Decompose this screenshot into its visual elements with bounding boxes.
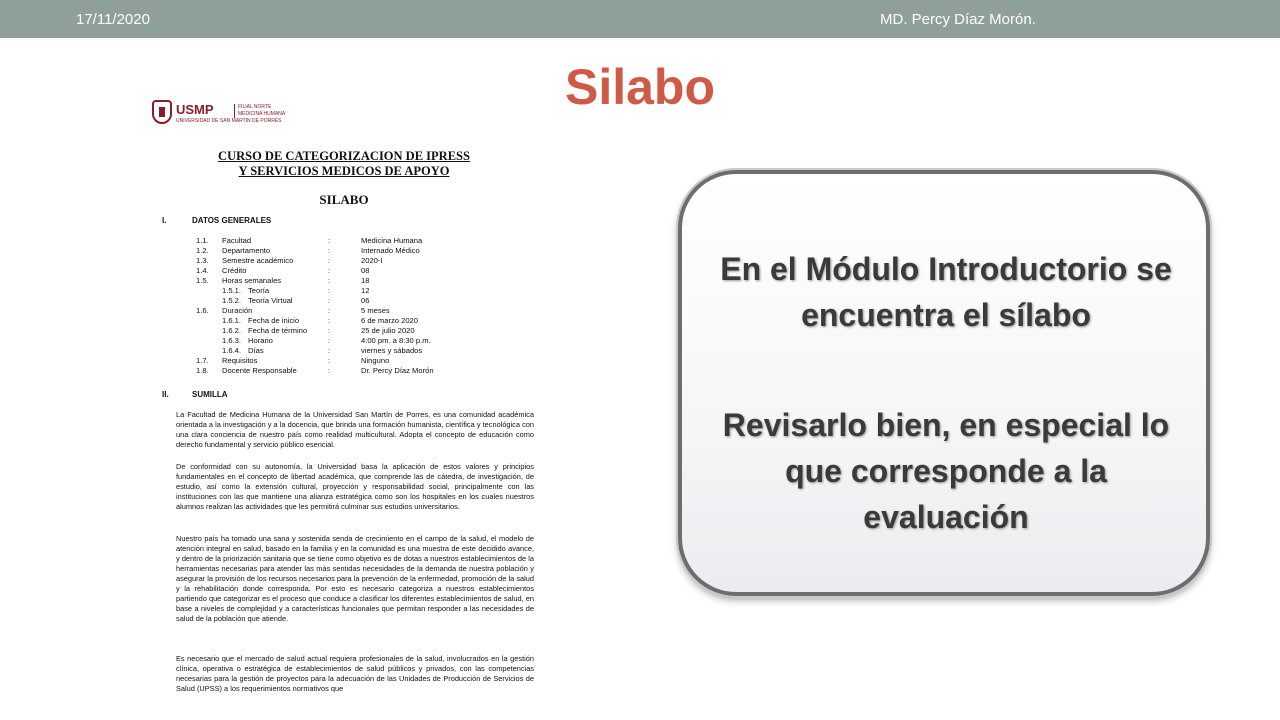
general-data-row bbox=[196, 356, 496, 366]
field-value: Internado Médico bbox=[361, 246, 420, 255]
field-value: 4:00 pm. a 8:30 p.m. bbox=[361, 336, 431, 345]
general-data-row bbox=[196, 246, 496, 256]
field-label: Fecha de término bbox=[248, 326, 308, 335]
syllabus-document-image bbox=[148, 96, 540, 720]
field-label: Departamento bbox=[222, 246, 271, 255]
field-key: 1.6. bbox=[196, 306, 209, 315]
field-colon: : bbox=[328, 356, 331, 365]
field-value: 08 bbox=[361, 266, 370, 275]
callout-box bbox=[678, 170, 1210, 596]
section-title: DATOS GENERALES bbox=[192, 216, 272, 225]
section-title: SUMILLA bbox=[192, 390, 228, 399]
general-data-row bbox=[196, 336, 496, 346]
logo-name: USMP bbox=[176, 102, 214, 117]
field-value: 18 bbox=[361, 276, 370, 285]
field-key: 1.1. bbox=[196, 236, 209, 245]
field-label: Duración bbox=[222, 306, 253, 315]
field-value: 25 de julio 2020 bbox=[361, 326, 415, 335]
callout-text-secondary: Revisarlo bien, en especial lo que corresponde a la evaluación bbox=[722, 407, 1170, 535]
field-key: 1.6.2. bbox=[222, 326, 241, 335]
general-data-row bbox=[196, 346, 496, 356]
field-key: 1.2. bbox=[196, 246, 209, 255]
field-colon: : bbox=[328, 346, 331, 355]
general-data-row bbox=[196, 286, 496, 296]
logo-faculty-line1: FILIAL NORTE bbox=[238, 104, 272, 110]
general-data-row bbox=[196, 256, 496, 266]
general-data-row bbox=[196, 276, 496, 286]
field-key: 1.8. bbox=[196, 366, 209, 375]
field-key: 1.4. bbox=[196, 266, 209, 275]
field-colon: : bbox=[328, 296, 331, 305]
field-colon: : bbox=[328, 336, 331, 345]
field-value: 6 de marzo 2020 bbox=[361, 316, 418, 325]
summary-paragraph: Es necesario que el mercado de salud actual requiera profesionales de la salud, involucrados en la gestión clínica, operativa o estratégica de establecimientos de salud públicos y privados, con las competencias necesarias para la gestión de proyectos para la adecuación de las Unidades de Producción de Servicios de Salud (UPSS) a los requerimientos normativos que bbox=[176, 654, 534, 693]
field-colon: : bbox=[328, 286, 331, 295]
field-value: 12 bbox=[361, 286, 370, 295]
header-author: MD. Percy Díaz Morón. bbox=[880, 11, 1036, 28]
field-colon: : bbox=[328, 236, 331, 245]
field-label: Docente Responsable bbox=[222, 366, 297, 375]
general-data-row bbox=[196, 266, 496, 276]
field-value: Medicina Humana bbox=[361, 236, 423, 245]
field-key: 1.6.4. bbox=[222, 346, 241, 355]
field-value: 2020-I bbox=[361, 256, 383, 265]
field-label: Fecha de inicio bbox=[248, 316, 300, 325]
document-title-line2: Y SERVICIOS MEDICOS DE APOYO bbox=[238, 164, 450, 178]
field-colon: : bbox=[328, 246, 331, 255]
field-colon: : bbox=[328, 256, 331, 265]
field-key: 1.5. bbox=[196, 276, 209, 285]
header-date: 17/11/2020 bbox=[76, 11, 150, 28]
field-value: Dr. Percy Díaz Morón bbox=[361, 366, 434, 375]
university-seal-icon bbox=[152, 100, 172, 124]
logo-subtitle: UNIVERSIDAD DE SAN MARTIN DE PORRES bbox=[176, 118, 282, 124]
field-key: 1.3. bbox=[196, 256, 209, 265]
field-label: Requisitos bbox=[222, 356, 258, 365]
field-label: Teoría Virtual bbox=[248, 296, 293, 305]
general-data-row bbox=[196, 296, 496, 306]
logo-faculty-line2: MEDICINA HUMANA bbox=[238, 111, 286, 117]
general-data-row bbox=[196, 366, 496, 376]
field-value: viernes y sábados bbox=[361, 346, 423, 355]
general-data-row bbox=[196, 236, 496, 246]
field-key: 1.6.3. bbox=[222, 336, 241, 345]
field-colon: : bbox=[328, 366, 331, 375]
summary-paragraph: De conformidad con su autonomía, la Universidad basa la aplicación de estos valores y principios fundamentales en el concepto de libertad académica, que comprende las de cátedra, de investigación, de estudio, así como la extensión cultural, proyección y responsabilidad social, principalmente con las instituciones con las que mantiene una alianza estratégica como son los hospitales en los cuales nuestros alumnos realizan las actividades que les permitirá culminar sus estudios universitarios. bbox=[176, 462, 534, 511]
field-label: Días bbox=[248, 346, 264, 355]
field-key: 1.7. bbox=[196, 356, 209, 365]
general-data-row bbox=[196, 306, 496, 316]
field-colon: : bbox=[328, 326, 331, 335]
field-colon: : bbox=[328, 316, 331, 325]
field-value: 5 meses bbox=[361, 306, 390, 315]
field-label: Facultad bbox=[222, 236, 252, 245]
general-data-row bbox=[196, 326, 496, 336]
field-key: 1.5.1. bbox=[222, 286, 241, 295]
logo-faculty bbox=[234, 104, 285, 118]
field-label: Crédito bbox=[222, 266, 247, 275]
field-key: 1.5.2. bbox=[222, 296, 241, 305]
slide-title: Silabo bbox=[564, 59, 716, 115]
field-colon: : bbox=[328, 306, 331, 315]
callout-text-primary: En el Módulo Introductorio se encuentra el sílabo bbox=[720, 251, 1172, 333]
summary-paragraph: Nuestro país ha tomado una sana y sostenida senda de crecimiento en el campo de la salud, el modelo de atención integral en salud, basado en la familia y en la comunidad es una muestra de este decidido avance, y dentro de la priorización sanitaria que se tiene como objetivo es de dotas a nuestros establecimientos de la herramientas necesarias para atender las más sentidas necesidades de la demanda de nuestra población y asegurar la provisión de los recursos necesarios para la prevención de la enfermedad, promoción de la salud y la rehabilitación donde corresponda. Por esto es necesario categoriza a nuestros establecimientos partiendo que categorizar es el proceso que conduce a clasificar los diferentes establecimientos de salud, en base a niveles de complejidad y a características funcionales que permitan responder a las necesidades de salud de la población que atiende. bbox=[176, 534, 534, 623]
field-label: Horario bbox=[248, 336, 273, 345]
field-label: Semestre académico bbox=[222, 256, 294, 265]
general-data-row bbox=[196, 316, 496, 326]
field-key: 1.6.1. bbox=[222, 316, 241, 325]
field-value: 06 bbox=[361, 296, 370, 305]
document-title-line1: CURSO DE CATEGORIZACION DE IPRESS bbox=[218, 149, 470, 163]
field-colon: : bbox=[328, 276, 331, 285]
section-number: II. bbox=[162, 390, 169, 399]
field-label: Horas semanales bbox=[222, 276, 282, 285]
field-label: Teoría bbox=[248, 286, 270, 295]
field-value: Ninguno bbox=[361, 356, 390, 365]
top-bar bbox=[0, 0, 1280, 38]
document-heading: SILABO bbox=[319, 192, 369, 207]
summary-paragraph: La Facultad de Medicina Humana de la Universidad San Martín de Porres, es una comunidad académica orientada a la investigación y a la docencia, que brinda una formación humanista, científica y tecnológica con una clara conciencia de nuestro país como realidad multicultural. Adopta el concepto de educación como derecho fundamental y servicio público esencial. bbox=[176, 410, 534, 449]
field-colon: : bbox=[328, 266, 331, 275]
section-number: I. bbox=[162, 216, 167, 225]
